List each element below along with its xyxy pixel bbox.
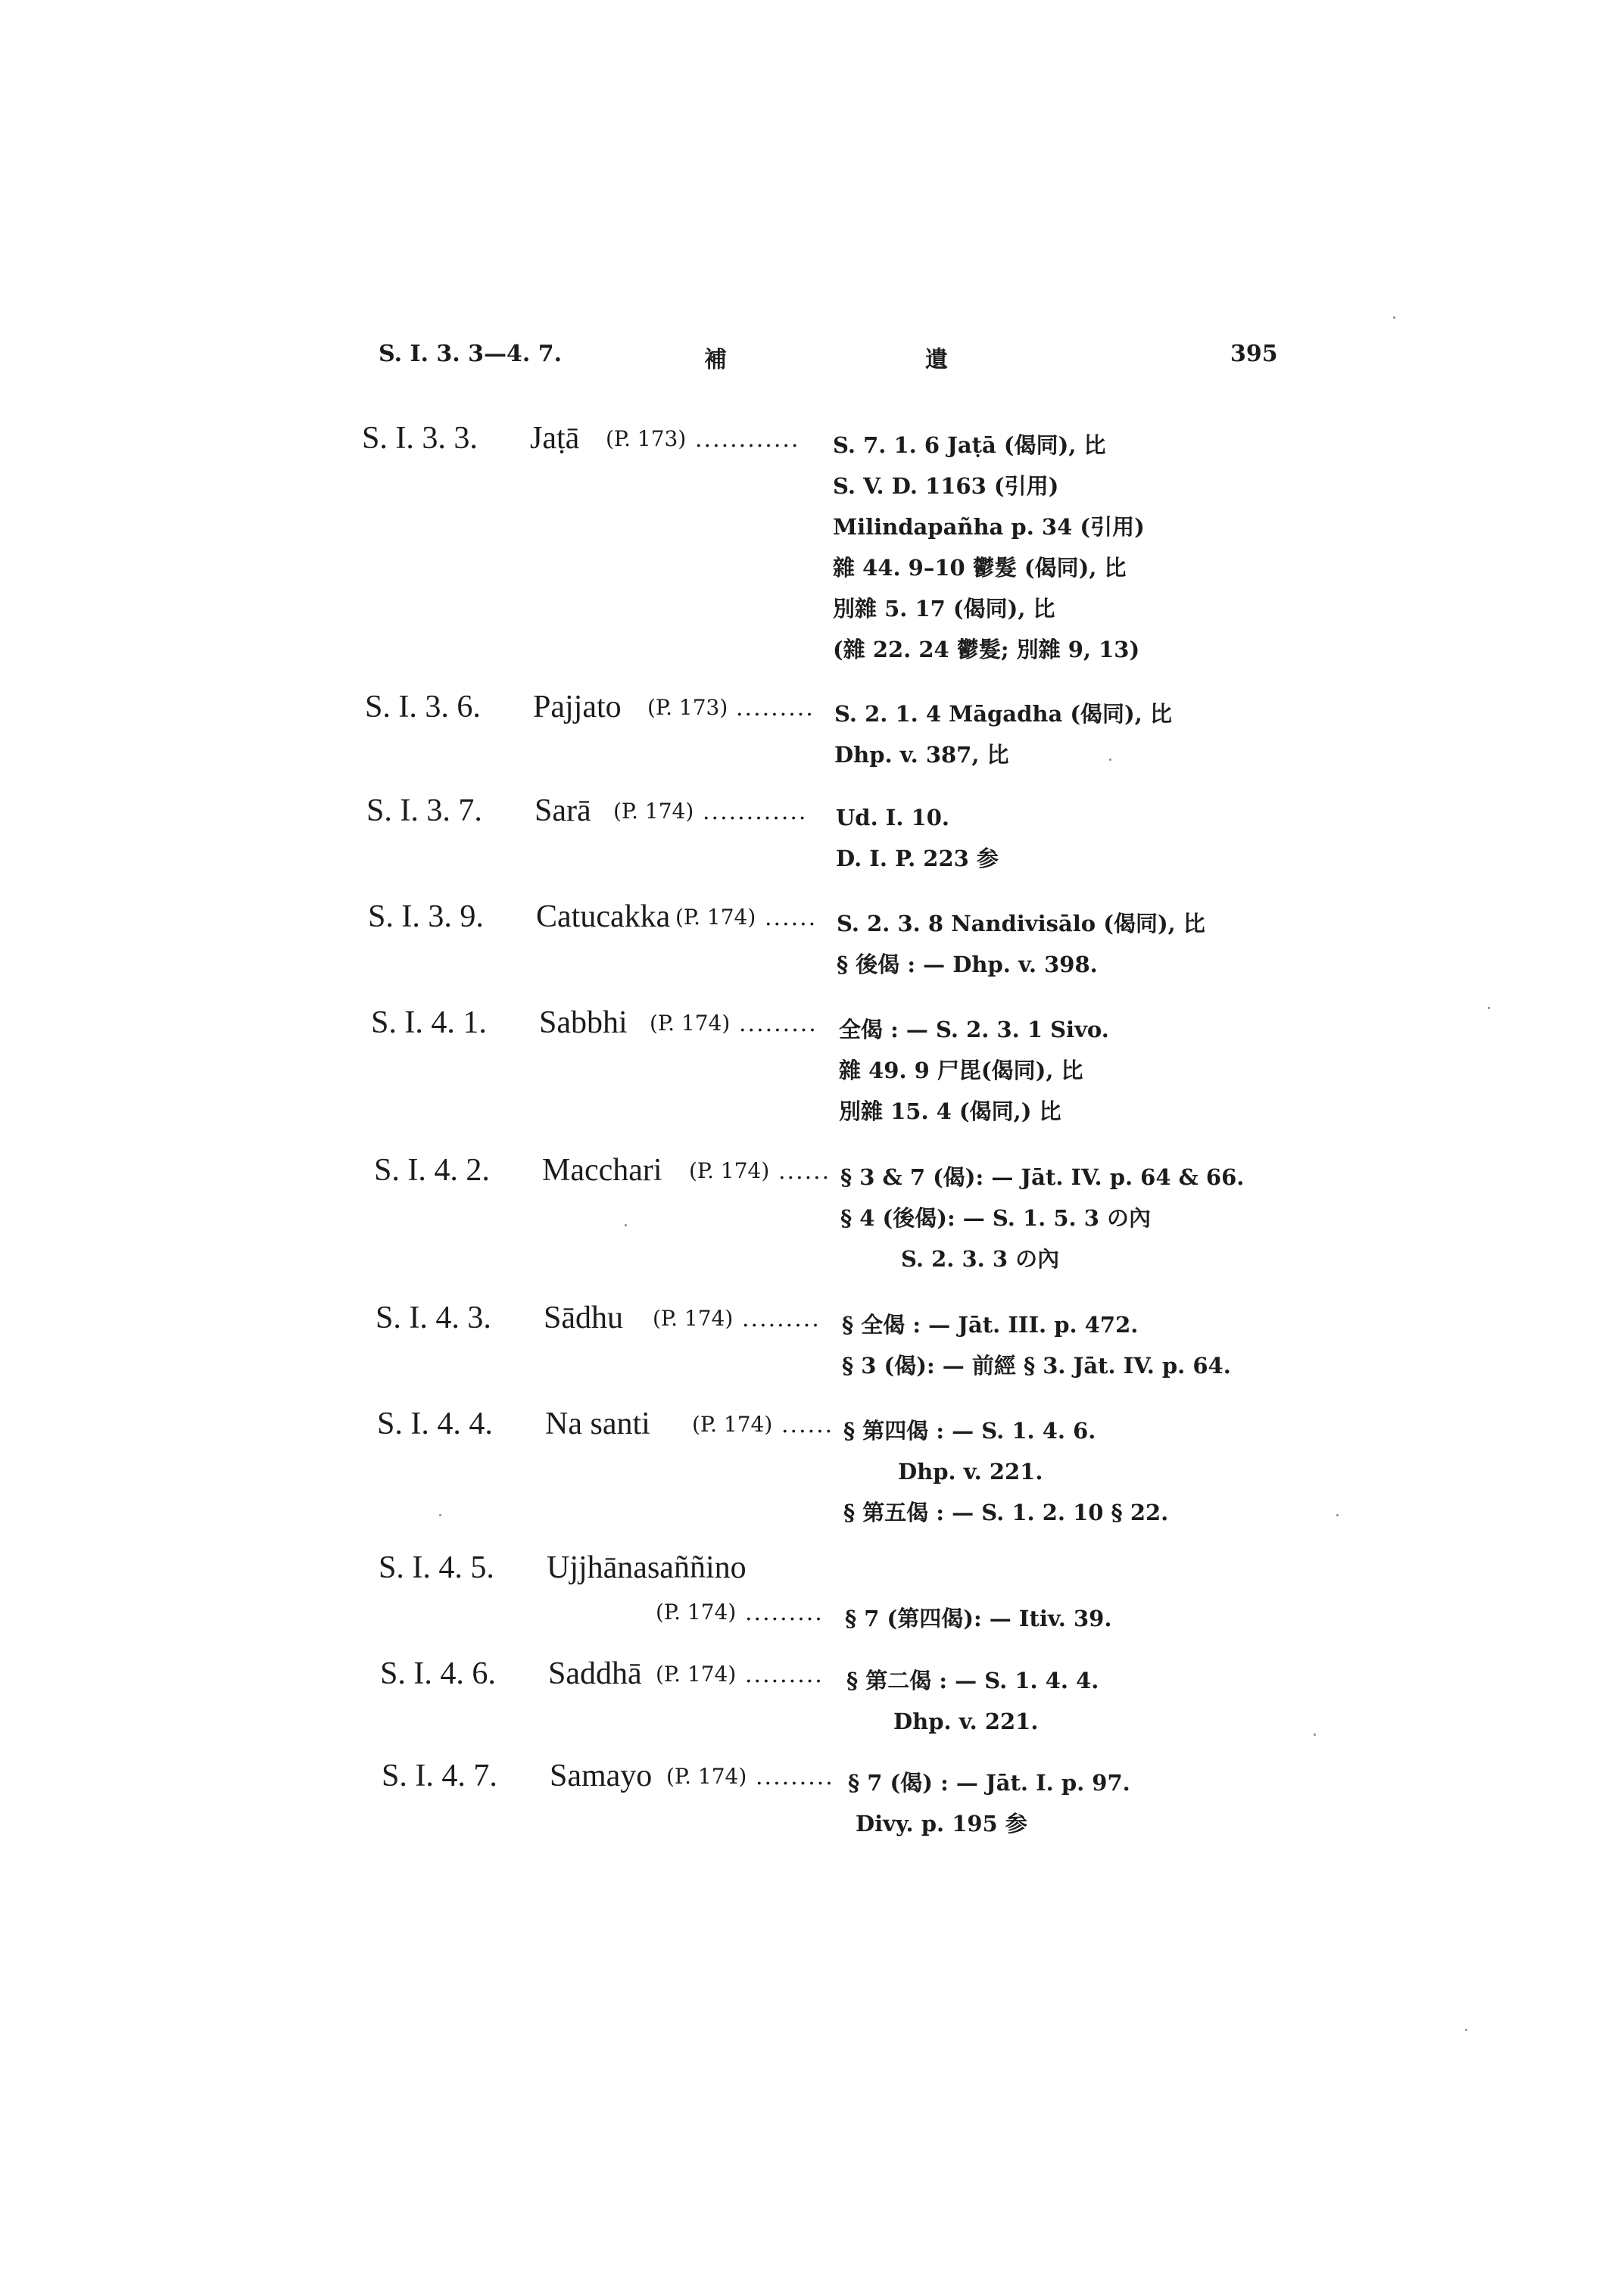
reference-list [840,1157,1244,1279]
leader-dots: ......... [739,1011,818,1037]
reference-line: § 第五偈 : — S. 1. 2. 10 § 22. [843,1500,1169,1525]
reference-list [845,1598,1111,1639]
entry-page-ref: (P. 174) [689,1158,770,1183]
reference-list [843,1410,1168,1533]
entry-name: Samayo [550,1759,653,1793]
leader-dots: ...... [778,1158,831,1185]
scan-speck [1336,1514,1339,1516]
entry-name: Sarā [535,793,591,828]
leader-dots: ............ [695,426,800,453]
page-number: 395 [1230,341,1278,367]
scan-speck [1314,1734,1316,1736]
leader-dots: ...... [765,905,818,931]
entry-name: Pajjato [533,690,622,724]
entry-head [0,793,833,830]
reference-line: 雜 49. 9 尸毘(偈同), 比 [839,1058,1083,1083]
entry-name: Macchari [542,1153,662,1188]
reference-line: Ud. I. 10. [836,805,949,830]
entry-id: S. I. 3. 3. [362,421,478,456]
reference-line: § 3 & 7 (偈): — Jāt. IV. p. 64 & 66. [840,1164,1245,1190]
scan-speck [625,1224,627,1226]
entry-page-ref: (P. 174) [653,1306,734,1331]
entry-page-ref: (P. 174) [656,1662,737,1687]
scan-speck [1465,2029,1467,2031]
reference-line: S. 2. 1. 4 Māgadha (偈同), 比 [834,701,1172,727]
reference-line: § 4 (後偈): — S. 1. 5. 3 の內 [840,1205,1151,1231]
reference-list [837,903,1205,985]
entry-page-ref: (P. 174) [692,1412,773,1437]
entry-id: S. I. 4. 1. [371,1005,487,1040]
leader-dots: ......... [736,695,815,721]
entry-head [0,1758,833,1796]
entry-name: Sādhu [544,1301,623,1335]
entry-head-continuation [0,1594,833,1631]
entry-name: Ujjhānasaññino [547,1550,747,1585]
header-title-char-2: 遺 [925,347,948,373]
entry-page-ref: (P. 174) [613,799,694,824]
entry-head [0,1005,833,1042]
leader-dots: ......... [745,1600,824,1626]
entry-name: Saddhā [548,1656,642,1691]
reference-list [848,1762,1130,1844]
entry-id: S. I. 4. 6. [380,1656,496,1691]
entry-head [0,899,833,936]
scan-speck [1488,1007,1490,1009]
reference-line: Dhp. v. 221. [898,1459,1043,1485]
leader-dots: ............ [703,799,808,825]
entry-head [0,1152,833,1190]
scan-speck [439,1514,441,1516]
reference-list [846,1660,1099,1742]
entry-name: Na santi [545,1407,650,1441]
reference-line: § 全偈 : — Jāt. III. p. 472. [842,1312,1139,1338]
header-range: S. I. 3. 3—4. 7. [379,341,563,367]
entry-name: Catucakka [536,899,671,934]
reference-list [833,425,1145,670]
entry-page-ref: (P. 173) [606,426,687,451]
entry-id: S. I. 3. 7. [366,793,482,828]
entry-id: S. I. 4. 3. [376,1301,491,1335]
reference-line: Divy. p. 195 参 [856,1811,1027,1837]
entry-id: S. I. 4. 7. [382,1759,497,1793]
entry-head [0,1406,833,1444]
reference-list [839,1009,1109,1132]
leader-dots: ......... [745,1662,824,1688]
entry-id: S. I. 4. 5. [379,1550,494,1585]
entry-page-ref: (P. 174) [650,1011,731,1036]
entry-head [0,689,833,727]
entry-id: S. I. 3. 6. [365,690,481,724]
reference-line: S. 2. 3. 3 の內 [901,1246,1060,1272]
reference-list [842,1304,1231,1386]
entry-page-ref: (P. 174) [675,905,756,930]
leader-dots: ...... [781,1412,834,1438]
entry-id: S. I. 4. 4. [377,1407,493,1441]
entry-name: Sabbhi [539,1005,628,1040]
reference-line: D. I. P. 223 参 [836,846,999,871]
reference-line: Dhp. v. 221. [893,1709,1039,1734]
entry-name: Jaṭā [530,421,580,456]
reference-line: Dhp. v. 387, 比 [834,742,1009,768]
entry-page-ref: (P. 174) [656,1600,737,1625]
entry-id: S. I. 3. 9. [368,899,484,934]
reference-line: § 第二偈 : — S. 1. 4. 4. [846,1668,1099,1693]
reference-line: S. V. D. 1163 (引用) [833,473,1059,499]
entry-page-ref: (P. 174) [666,1764,747,1789]
reference-line: S. 7. 1. 6 Jaṭā (偈同), 比 [833,432,1106,458]
entry-id: S. I. 4. 2. [374,1153,490,1188]
reference-line: § 第四偈 : — S. 1. 4. 6. [843,1418,1096,1444]
scan-speck [1109,759,1111,761]
reference-line: § 7 (第四偈): — Itiv. 39. [845,1606,1112,1631]
reference-line: § 後偈 : — Dhp. v. 398. [837,952,1098,977]
reference-line: § 7 (偈) : — Jāt. I. p. 97. [848,1770,1130,1796]
running-header [0,341,1624,379]
header-title-char-1: 補 [704,347,727,373]
reference-line: Milindapañha p. 34 (引用) [833,514,1145,540]
reference-line: 別雜 15. 4 (偈同,) 比 [839,1098,1061,1124]
entry-head [0,1550,833,1587]
reference-line: S. 2. 3. 8 Nandivisālo (偈同), 比 [837,911,1205,936]
reference-list [834,693,1172,775]
leader-dots: ......... [756,1764,834,1790]
reference-line: 雜 44. 9–10 鬱髮 (偈同), 比 [833,555,1127,581]
entry-page-ref: (P. 173) [647,695,728,720]
scan-speck [1393,316,1395,319]
reference-list [836,797,999,879]
entry-head [0,420,833,458]
reference-line: 別雜 5. 17 (偈同), 比 [833,596,1055,622]
reference-line: § 3 (偈): — 前經 § 3. Jāt. IV. p. 64. [842,1353,1231,1379]
entry-head [0,1656,833,1693]
leader-dots: ......... [742,1306,821,1332]
reference-line: (雜 22. 24 鬱髮; 別雜 9, 13) [833,637,1140,662]
reference-line: 全偈 : — S. 2. 3. 1 Sivo. [839,1017,1109,1042]
entry-head [0,1300,833,1338]
